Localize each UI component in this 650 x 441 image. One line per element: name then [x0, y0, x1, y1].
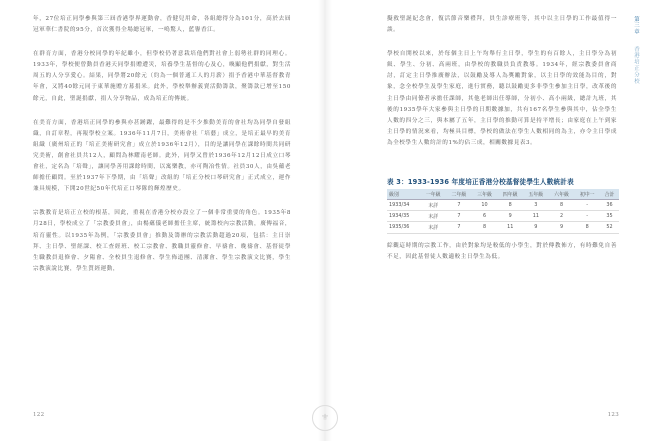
table-cell: 1935/36 — [387, 222, 420, 233]
table-cell: 8 — [574, 222, 600, 233]
table-cell: 9 — [497, 211, 523, 222]
table-header-cell: 級別 — [387, 189, 420, 200]
paragraph: 在美育方面，香港培正同學的參與亦甚踴躍，最難得的是不少推動美育的會社均為同學自發組織，自訂章程，再報學校立案。1936年11月7日，美術會社「培藝」成立，是培正最早的美育組織（廣州培正的「培正美術研究會」成立於1936年12月），目的是讓同學在課餘時間共同研究美術，創會社員共12人，顧問為林耀南老師。此外，同學又曾於1936年12月12日成立口琴會社，定名為「培聲」，讓同學善用課餘時間，以寓樂教，亦可陶冶性情。社員30人，由吳蘊老師擔任顧問。至於1937年下學期，由「培聲」改組的「培正分校口琴研究會」正式成立，運作兼具規模，下開20世紀50年代培正口琴隊的輝煌歷史。 — [33, 119, 291, 193]
table-cell: 末詳 — [420, 200, 446, 211]
table-cell: 10 — [472, 200, 498, 211]
table-cell: 11 — [523, 211, 549, 222]
table-cell: - — [574, 200, 600, 211]
table-cell: 8 — [472, 222, 498, 233]
table-cell: 7 — [446, 211, 472, 222]
paragraph: 綜觀這時期的宗教工作，由於對象均是較低的小學生，對於傳教佈方，有時難免自善不足，因此基督徒人數適較主日學生為低。 — [387, 243, 617, 261]
table-header-cell: 一年級 — [420, 189, 446, 200]
table-header-cell: 五年級 — [523, 189, 549, 200]
paragraph: 學校自開校以來，於每個主日上午均舉行主日學，學生的有百餘人，主日學分為初級、學生、分初、高兩班，由學校的教職員負責教導。1934年，經宗教委員會商討，訂定主日學推廣辦法，以鼓勵及導人為獎勵對象，以主日學的效能為目的，對象，念全校學生及學生家庭，進行實務，聽以鼓勵更多非學生參加主日學，改革後的主日學由同僚者承擔任課師，其他老師出任導師，分初小、高小兩級，總計九班，其後的1935學年大家參與主日學的日期數據加，共有167名學生參與其中，佔全學生人數的四分之三，與本屬了五年，主日學的推動可算是持平增長；由家庭在上午到家主日學的情況來看，均極具目標，學校的做法在學生人數相同的為主，亦令主日學成為全校學生人數約計的1%約佔三成，相關數據見表3。 — [387, 51, 617, 146]
table-cell: 1933/34 — [387, 200, 420, 211]
table-title: 表 3：1933-1936 年度培正香港分校基督徒學生人數統計表 — [387, 178, 574, 186]
table-cell: 36 — [600, 200, 619, 211]
right-lower-text — [387, 241, 617, 263]
table-header-cell: 初中一 — [574, 189, 600, 200]
table-cell: 35 — [600, 211, 619, 222]
chapter-side-tab — [625, 12, 650, 142]
table-cell: 末詳 — [420, 211, 446, 222]
table-header-cell: 合計 — [600, 189, 619, 200]
table-row — [387, 211, 619, 222]
table-row — [387, 222, 619, 233]
table-cell: 1934/35 — [387, 211, 420, 222]
table-cell: 8 — [497, 200, 523, 211]
table-header-cell: 六年級 — [549, 189, 575, 200]
table-header-cell: 四年級 — [497, 189, 523, 200]
table-cell: 8 — [549, 200, 575, 211]
table-cell: 末詳 — [420, 222, 446, 233]
section-label: 香港培正分校 — [633, 46, 639, 85]
table-cell: - — [574, 211, 600, 222]
table-cell: 9 — [523, 222, 549, 233]
table-header-row — [387, 189, 619, 200]
table-cell: 52 — [600, 222, 619, 233]
paragraph: 在群育方面，香港分校同學的年紀雖小，但學校仍著意栽培他們對社會上弱勢社群的同理心。1933年，學校便曾動員香港天同學捐贈遭災，培養學生基督的心及心，喚顯他們捐獻，對生活周五的人分享愛心。結果，同學將20餘元（約為一個普通工人的月薪）捐予香港中華基督教青年會，又將40餘元同于東華施贈方募捐米。此外，學校舉辦義賣活動籌款，聚籌款已增至150餘元，自此，聖誕捐獻，捐人分享物品，成為培正的傳統。 — [33, 51, 291, 102]
left-text-column — [33, 14, 291, 275]
table-header-cell: 三年級 — [472, 189, 498, 200]
table-header-cell: 二年級 — [446, 189, 472, 200]
page-number-right: 123 — [607, 412, 619, 418]
statistics-table-block — [387, 176, 619, 234]
paragraph: 宗教教育是培正立校的根基，因此，重視在香港分校亦設立了一個非常重要的角色。1935年8月28日，學校成立了「宗教委員會」，由楊蘊儀老師擔任主席，統籌校內宗教活動，廣傳福音，培育靈性。以1935年為例，「宗教委員會」推動及籌辦的宗教活動超過20項，包括：主日崇拜、主日學、聖經課、校工查經班、校工宗教會、教職員靈修會、早禱會、晚禱會、基督徒學生職教員退修會、夕陽會、全校員生退修會、學生佈道團、清潔會、學生宗教演文比賽，學生宗教演說比賽，學生質經運動， — [33, 210, 291, 272]
paragraph: 年，27位培正同學參與第三屆香港學界運動會，香健兒用命，各組總得分為101分，高於去屆冠軍華仁書院的95分，首次獲得全場總冠軍，一鳴驚人，藍譽香江。 — [33, 16, 291, 34]
table-cell: 9 — [549, 222, 575, 233]
table-cell: 2 — [549, 211, 575, 222]
table-row — [387, 200, 619, 211]
page-number-left: 122 — [33, 412, 45, 418]
christian-students-table — [387, 189, 619, 234]
table-cell: 11 — [497, 222, 523, 233]
school-emblem-icon: ⚜ — [312, 405, 338, 431]
right-text-column — [387, 14, 617, 149]
table-cell: 7 — [446, 222, 472, 233]
chapter-label: 第三章 — [633, 16, 639, 36]
table-cell: 7 — [446, 200, 472, 211]
right-page — [325, 0, 650, 441]
table-cell: 6 — [472, 211, 498, 222]
paragraph: 擬救聖誕紀念會，復活節音樂禮拜，員生診療班等，其中以主日學的工作最值得一談。 — [387, 16, 617, 34]
table-cell: 3 — [523, 200, 549, 211]
